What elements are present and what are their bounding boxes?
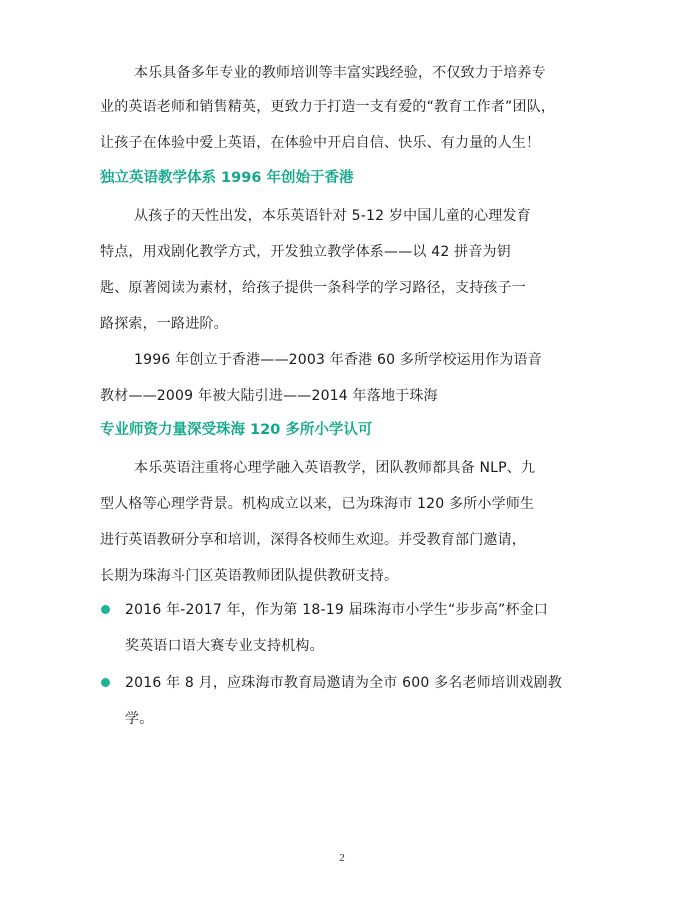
intro-line-2: 业的英语老师和销售精英，更致力于打造一支有爱的“教育工作者”团队， — [100, 99, 556, 115]
section1-para1-line-3: 匙、原著阅读为素材，给孩子提供一条科学的学习路径，支持孩子一 — [100, 280, 526, 296]
section-heading-teaching-system: 独立英语教学体系 1996 年创始于香港 — [100, 170, 354, 186]
section1-para2-line-1: 1996 年创立于香港——2003 年香港 60 多所学校运用作为语音 — [134, 352, 542, 368]
page-number: 2 — [339, 852, 345, 864]
section2-para-line-2: 型人格等心理学背景。机构成立以来，已为珠海市 120 多所小学师生 — [100, 496, 535, 512]
section1-para2-line-2: 教材——2009 年被大陆引进——2014 年落地于珠海 — [100, 388, 438, 404]
intro-line-3: 让孩子在体验中爱上英语，在体验中开启自信、快乐、有力量的人生！ — [100, 135, 541, 151]
bullet-1-line-2: 奖英语口语大赛专业支持机构。 — [125, 638, 324, 654]
bullet-dot-icon — [101, 605, 110, 614]
intro-line-1: 本乐具备多年专业的教师培训等丰富实践经验，不仅致力于培养专 — [134, 65, 546, 81]
bullet-2-line-1: 2016 年 8 月，应珠海市教育局邀请为全市 600 多名老师培训戏剧教 — [125, 675, 562, 691]
section2-para-line-1: 本乐英语注重将心理学融入英语教学，团队教师都具备 NLP、九 — [134, 460, 536, 476]
section-heading-teaching-staff: 专业师资力量深受珠海 120 多所小学认可 — [100, 422, 373, 438]
section1-para1-line-4: 路探索，一路进阶。 — [100, 316, 228, 332]
bullet-dot-icon — [101, 678, 110, 687]
section2-para-line-3: 进行英语教研分享和培训，深得各校师生欢迎。并受教育部门邀请， — [100, 532, 526, 548]
section1-para1-line-1: 从孩子的天性出发，本乐英语针对 5-12 岁中国儿童的心理发育 — [134, 208, 531, 224]
bullet-2-line-2: 学。 — [125, 711, 154, 727]
section1-para1-line-2: 特点，用戏剧化教学方式，开发独立教学体系——以 42 拼音为钥 — [100, 244, 511, 260]
bullet-1-line-1: 2016 年-2017 年，作为第 18-19 届珠海市小学生“步步高”杯金口 — [125, 602, 549, 618]
section2-para-line-4: 长期为珠海斗门区英语教师团队提供教研支持。 — [100, 568, 399, 584]
